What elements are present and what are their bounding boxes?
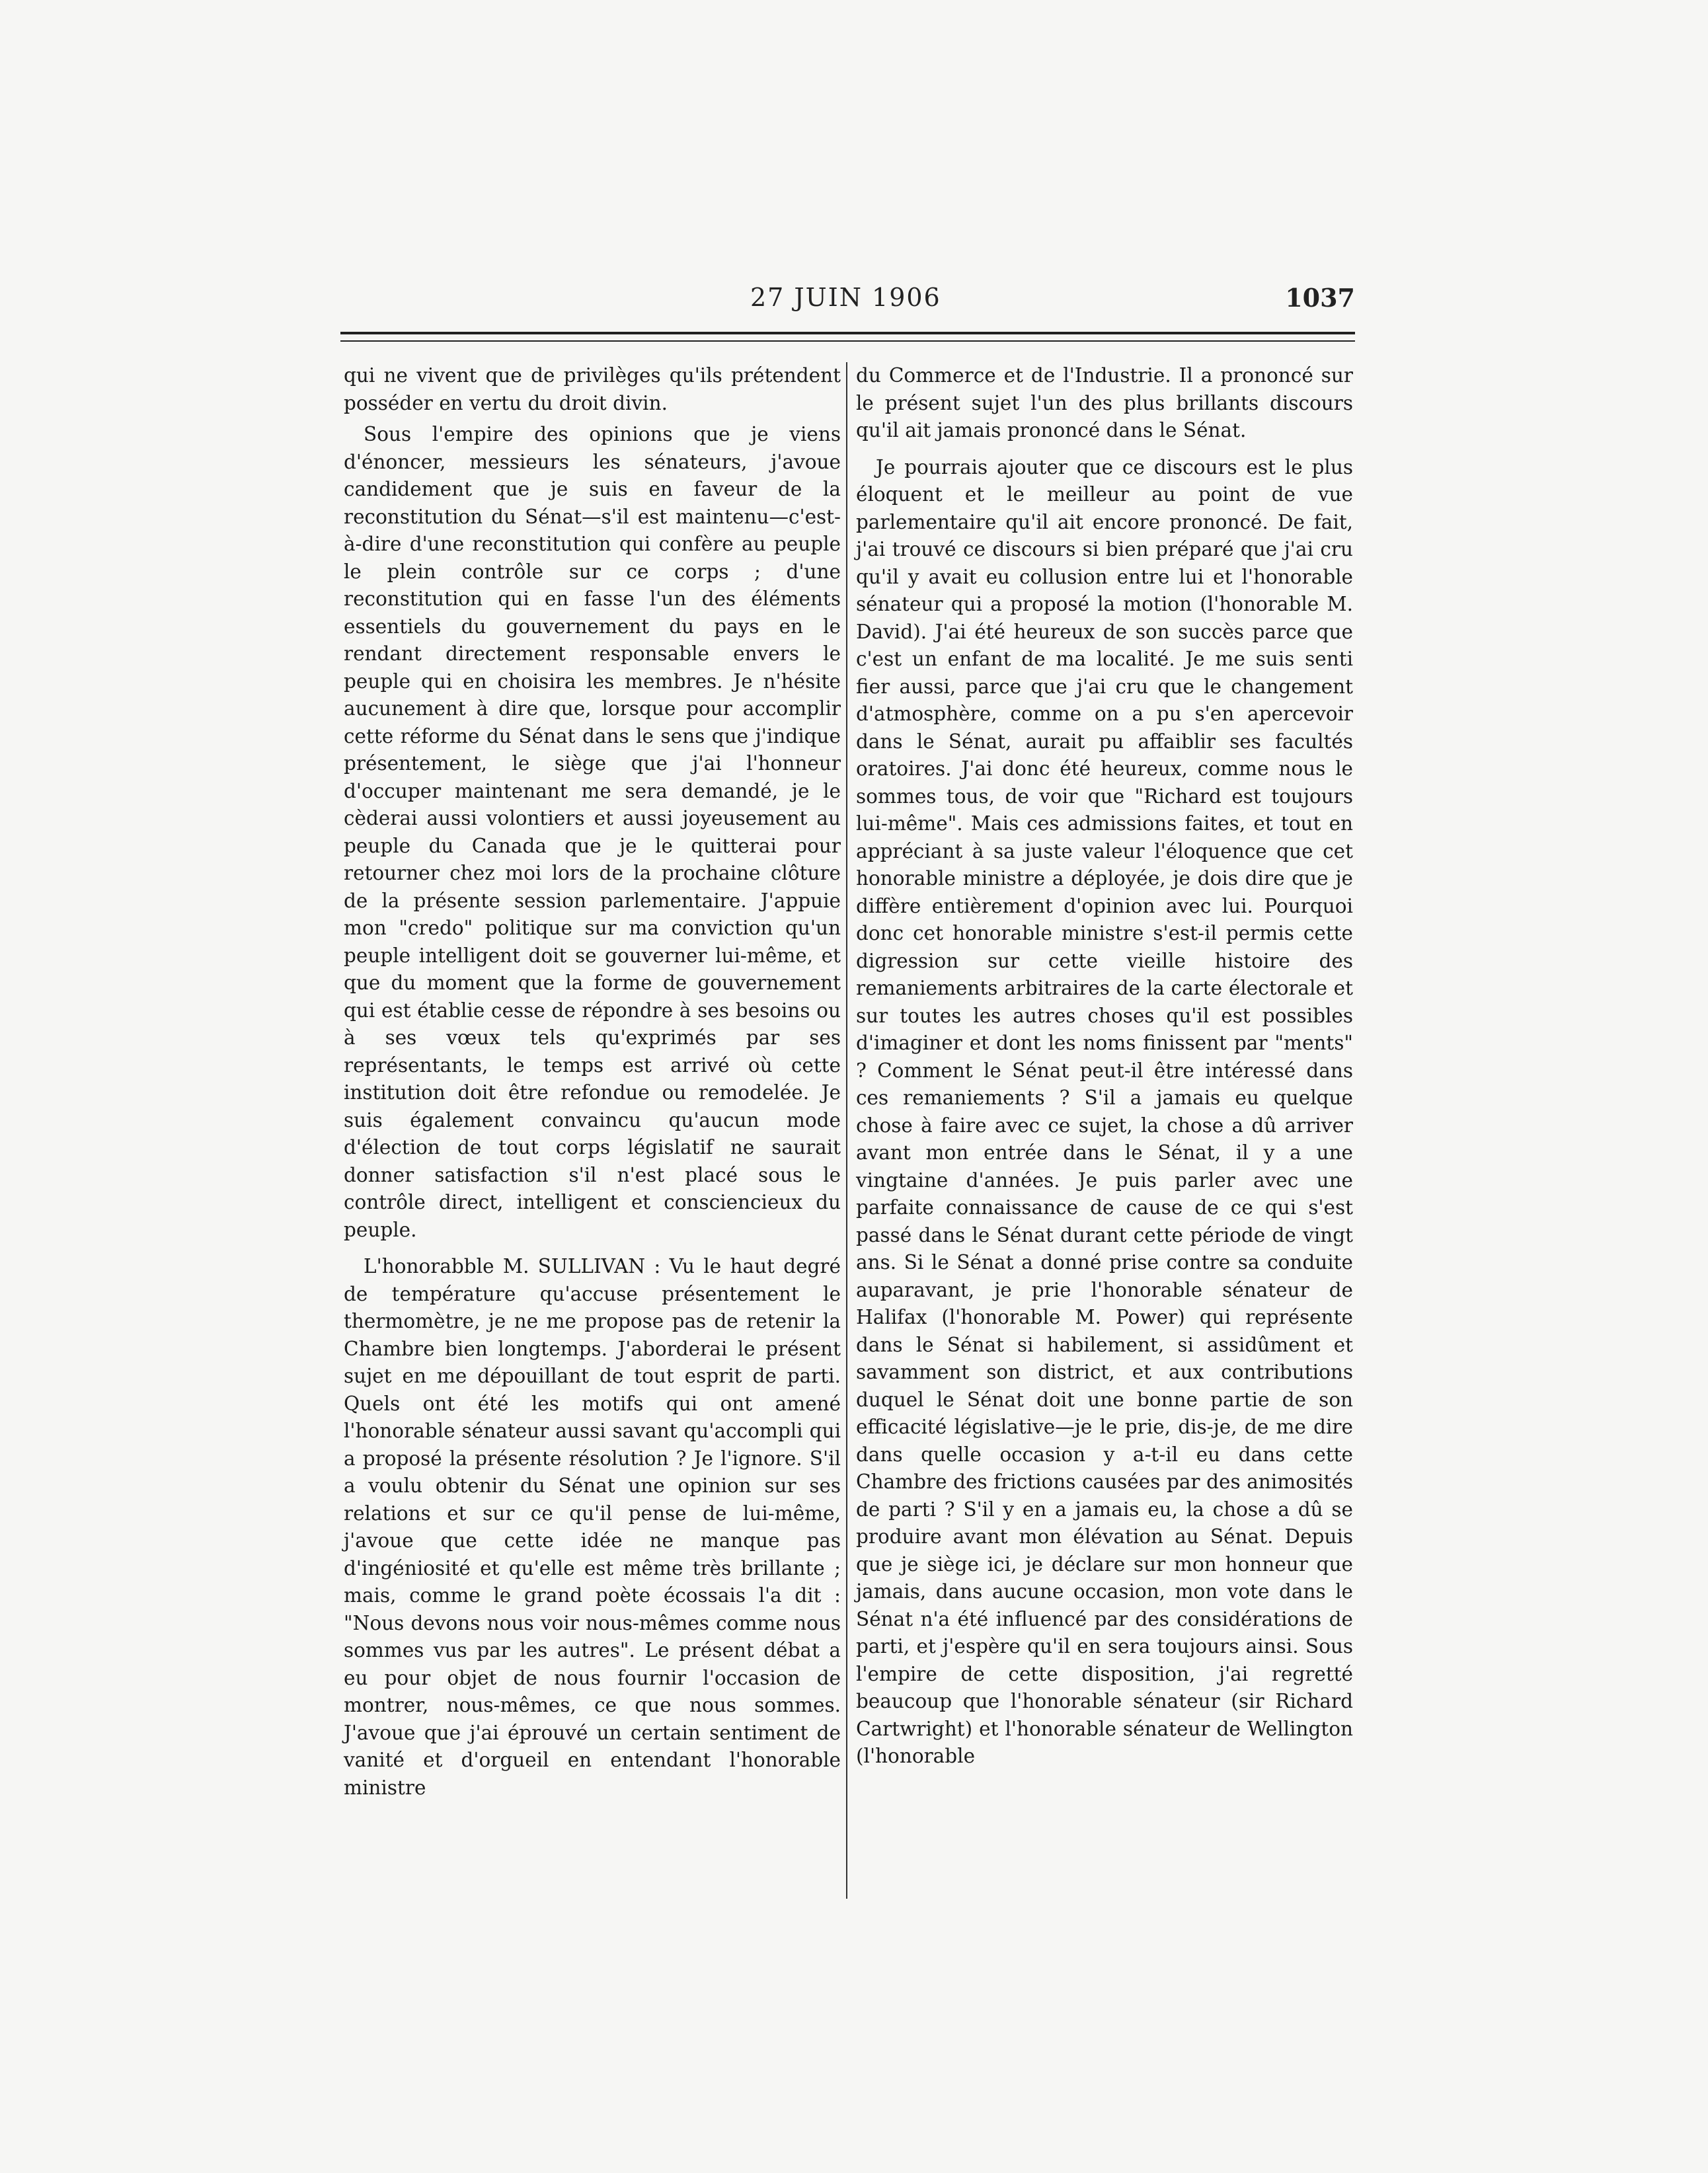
header-rule-top xyxy=(340,332,1355,334)
right-column xyxy=(856,362,1353,1774)
left-column xyxy=(344,362,841,1806)
paragraph: qui ne vivent que de privilèges qu'ils prétendent posséder en vertu du droit divin. xyxy=(344,364,841,414)
page-header xyxy=(340,283,1355,323)
header-date: 27 JUIN 1906 xyxy=(750,283,941,312)
paragraph: Sous l'empire des opinions que je viens d'énoncer, messieurs les sénateurs, j'avoue candidement que je suis en faveur de la reconstitution du Sénat—s'il est maintenu—c'est-à-dire d'une reconstitution qui confère au peuple le plein contrôle sur ce corps ; d'une reconstitution qui en fasse l'un des éléments essentiels du gouvernement du pays en le rendant directement responsable envers le peuple qui en choisira les membres. Je n'hésite aucunement à dire que, lorsque pour accomplir cette réforme du Sénat dans le sens que j'indique présentement, le siège que j'ai l'honneur d'occuper maintenant me sera demandé, je le cèderai aussi volontiers et aussi joyeusement au peuple du Canada que je le quitterai pour retourner chez moi lors de la prochaine clôture de la présente session parlementaire. J'appuie mon "credo" politique sur ma conviction qu'un peuple intelligent doit se gouverner lui-même, et que du moment que la forme de gouvernement qui est établie cesse de répondre à ses besoins ou à ses vœux tels qu'exprimés par ses représentants, le temps est arrivé où cette institution doit être refondue ou remodelée. Je suis également convaincu qu'aucun mode d'élection de tout corps législatif ne saurait donner satisfaction s'il n'est placé sous le contrôle direct, intelligent et consciencieux du peuple. xyxy=(344,423,841,1241)
header-rule-bottom xyxy=(340,340,1355,342)
column-divider xyxy=(846,362,847,1899)
paragraph: L'honorabble M. SULLIVAN : Vu le haut degré de température qu'accuse présentement le thermomètre, je ne me propose pas de retenir la Chambre bien longtemps. J'aborderai le présent sujet en me dépouillant de tout esprit de parti. Quels ont été les motifs qui ont amené l'honorable sénateur aussi savant qu'accompli qui a proposé la présente résolution ? Je l'ignore. S'il a voulu obtenir du Sénat une opinion sur ses relations et sur ce qu'il pense de lui-même, j'avoue que cette idée ne manque pas d'ingéniosité et qu'elle est même très brillante ; mais, comme le grand poète écossais l'a dit : "Nous devons nous voir nous-mêmes comme nous sommes vus par les autres". Le présent débat a eu pour objet de nous fournir l'occasion de montrer, nous-mêmes, ce que nous sommes. J'avoue que j'ai éprouvé un certain sentiment de vanité et d'orgueil en entendant l'honorable ministre xyxy=(344,1255,841,1799)
paragraph: Je pourrais ajouter que ce discours est le plus éloquent et le meilleur au point de vue parlementaire qu'il ait encore prononcé. De fait, j'ai trouvé ce discours si bien préparé que j'ai cru qu'il y avait eu collusion entre lui et l'honorable sénateur qui a proposé la motion (l'honorable M. David). J'ai été heureux de son succès parce que c'est un enfant de ma localité. Je me suis senti fier aussi, parce que j'ai cru que le changement d'atmosphère, comme on a pu s'en apercevoir dans le Sénat, aurait pu affaiblir ses facultés oratoires. J'ai donc été heureux, comme nous le sommes tous, de voir que "Richard est toujours lui-même". Mais ces admissions faites, et tout en appréciant à sa juste valeur l'éloquence que cet honorable ministre a déployée, je dois dire que je diffère entièrement d'opinion avec lui. Pourquoi donc cet honorable ministre s'est-il permis cette digression sur cette vieille histoire des remaniements arbitraires de la carte électorale et sur toutes les autres choses qu'il est possibles d'imaginer et dont les noms finissent par "ments" ? Comment le Sénat peut-il être intéressé dans ces remaniements ? S'il a jamais eu quelque chose à faire avec ce sujet, la chose a dû arriver avant mon entrée dans le Sénat, il y a une vingtaine d'années. Je puis parler avec une parfaite connaissance de cause de ce qui s'est passé dans le Sénat durant cette période de vingt ans. Si le Sénat a donné prise contre sa conduite auparavant, je prie l'honorable sénateur de Halifax (l'honorable M. Power) qui représente dans le Sénat si habilement, si assidûment et savamment son district, et aux contributions duquel le Sénat doit une bonne partie de son efficacité législative—je le prie, dis-je, de me dire dans quelle occasion y a-t-il eu dans cette Chambre des frictions causées par des animosités de parti ? S'il y en a jamais eu, la chose a dû se produire avant mon élévation au Sénat. Depuis que je siège ici, je déclare sur mon honneur que jamais, dans aucune occasion, mon vote dans le Sénat n'a été influencé par des considérations de parti, et j'espère qu'il en sera toujours ainsi. Sous l'empire de cette disposition, j'ai regretté beaucoup que l'honorable sénateur (sir Richard Cartwright) et l'honorable sénateur de Wellington (l'honorable xyxy=(856,455,1353,1767)
paragraph: du Commerce et de l'Industrie. Il a prononcé sur le présent sujet l'un des plus brillants discours qu'il ait jamais prononcé dans le Sénat. xyxy=(856,364,1353,441)
page-number: 1037 xyxy=(1285,283,1355,313)
